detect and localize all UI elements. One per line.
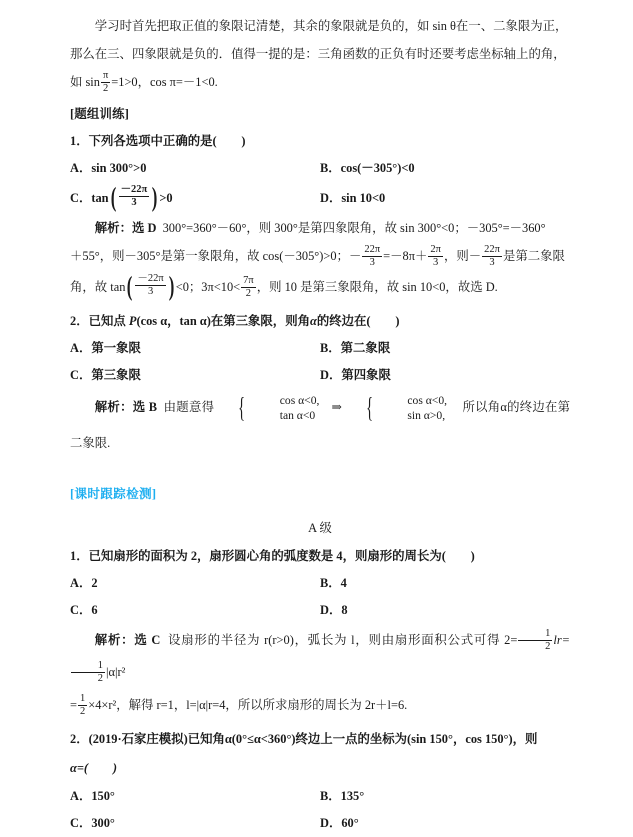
solution-choice: 选 C [134,633,161,647]
level-a-question-2-answer-blank: α=( ) [70,761,117,775]
solution-text-part-2-mid2: ，则－ [443,249,482,263]
question-2-stem-mid: (cos α，tan α)在第三象限，则角 [136,314,310,328]
fraction-22pi-over-3-a [362,244,382,268]
fraction-denominator: 2 [80,705,86,717]
solution-text-part-2: ×4×r²，解得 r=1，l=|α|r=4，所以所求扇形的周长为 2r＋l=6. [88,698,408,712]
option-b[interactable]: B．4 [320,576,347,590]
fraction-numerator: －22π [137,273,164,285]
solution-text-part-3-end: ，则 10 是第三象限角，故 sin 10<0，故选 D. [256,280,498,294]
question-1-text: 下列各选项中正确的是( ) [88,134,246,148]
level-a-question-2-number: 2． [70,732,89,746]
fraction-numerator: 2π [430,244,441,256]
solution-text-part-2-mid: =－8π＋ [383,249,428,263]
fraction-neg-22pi-over-3 [119,184,150,208]
option-b[interactable]: B．cos(－305°)<0 [320,161,415,175]
question-2-options-row-1 [70,335,570,362]
left-brace-icon: { [365,391,373,424]
solution-text-part-3-mid: <0；3π<10< [175,280,241,294]
fraction-numerator: 1 [80,693,86,705]
fraction-denominator: 3 [369,256,375,268]
level-a-question-1-options-row-1 [70,570,570,597]
solution-text-alpha-r-squared: |α|r² [106,665,126,679]
fraction-denominator: 3 [489,256,495,268]
option-c-prefix: C．tan [70,191,109,205]
question-1-options-row-2 [70,182,570,214]
big-parenthesis-group-solution [125,271,175,302]
fraction-numerator: 22π [484,244,500,256]
fraction-numerator: 1 [518,628,552,640]
question-2-alpha: α [309,314,317,328]
level-a-question-2-stem-line-2 [70,753,570,783]
level-a-question-1-solution-line-1 [70,624,570,688]
fraction-one-half-a [518,628,552,652]
intro-paragraph [70,12,570,96]
tracking-section-tag: [课时跟踪检测] [70,487,157,501]
level-a-question-1-stem [70,543,570,570]
fraction-numerator: 7π [243,275,254,287]
exercise-group-heading [70,101,570,128]
exercise-group-section [70,101,570,461]
solution-text-part-2-end: 是第二象限 [502,249,565,263]
option-c-suffix: >0 [159,191,173,205]
fraction-denominator: 3 [131,196,137,208]
fraction-numerator: －22π [120,184,148,196]
solution-label: 解析： [94,633,135,647]
fraction-denominator: 3 [433,256,439,268]
option-b[interactable]: B．135° [320,789,365,803]
level-a-question-2-source: (2019·石家庄模拟) [88,732,188,746]
level-a-question-2-options-row-1 [70,783,570,810]
system-row-2: sin α>0, [407,409,446,423]
question-1-solution-line-1 [70,214,570,242]
solution-tail-text: 所以角α的终边在第二象限. [70,400,571,450]
question-2-stem [70,308,570,335]
solution-text-part-2-pre: = [70,698,77,712]
fraction-neg-22pi-over-3-solution [135,273,165,297]
implies-arrow-icon: ⇒ [331,400,342,414]
question-2-point-label: P [128,314,137,328]
option-a[interactable]: A．150° [70,789,115,803]
solution-text-part-3-pre: 角，故 tan [70,280,126,294]
level-a-question-2-stem [70,726,570,753]
question-2-options-row-2 [70,362,570,389]
solution-lead-text: 由题意得 [163,400,215,414]
solution-choice: 选 D [131,221,157,235]
right-paren-icon: ) [168,271,175,302]
option-b[interactable]: B．第二象限 [320,341,391,355]
question-1-stem [70,128,570,155]
system-of-inequalities-2 [344,393,447,424]
solution-text-part-2-pre: ＋55°，则－305°是第一象限角，故 cos(－305°)>0；－ [70,249,362,263]
option-d[interactable]: D．8 [320,603,348,617]
fraction-22pi-over-3-b [482,244,502,268]
option-d[interactable]: D．sin 10<0 [320,191,386,205]
fraction-denominator: 2 [97,672,104,684]
level-a-question-1-number: 1． [70,549,89,563]
solution-text-lr: lr= [553,633,571,647]
level-a-question-1-text: 已知扇形的面积为 2，扇形圆心角的弧度数是 4，则扇形的周长为( ) [88,549,475,563]
fraction-denominator: 2 [545,640,551,652]
option-d[interactable]: D．第四象限 [320,368,391,382]
fraction-numerator: 1 [71,660,105,672]
option-c[interactable]: C．6 [70,603,98,617]
left-brace-icon: { [238,391,246,424]
right-paren-icon: ) [152,182,158,213]
fraction-7pi-over-2 [241,275,256,299]
intro-line-3-suffix: =1>0，cos π=－1<0. [111,75,218,89]
system-row-2: tan α<0 [279,409,316,423]
fraction-denominator: 3 [147,285,154,297]
system-of-inequalities-1 [216,393,319,424]
intro-line-1: 学习时首先把取正值的象限记清楚，其余的象限就是负的，如 sin θ在一、二象限为正， [94,19,568,33]
system-rows [383,393,447,424]
fraction-numerator: 22π [364,244,381,256]
fraction-one-half-c [78,693,87,717]
intro-line-2: 那么在三、四象限就是负的．值得一提的是：三角函数的正负有时还要考虑坐标轴上的角， [70,47,566,61]
fraction-numerator: π [102,70,109,82]
system-row-1: cos α<0, [279,393,320,407]
intro-line-3 [70,68,570,96]
level-a-question-2-options-row-2 [70,810,570,837]
option-a[interactable]: A．2 [70,576,98,590]
option-c[interactable]: C．第三象限 [70,368,141,382]
tracking-section-header [70,483,570,505]
option-a[interactable]: A．第一象限 [70,341,141,355]
solution-label: 解析： [94,400,133,414]
system-rows [255,393,319,424]
big-parenthesis-group [109,182,160,213]
option-d[interactable]: D．60° [320,816,359,830]
system-row-1: cos α<0, [407,393,448,407]
option-c[interactable] [70,182,320,214]
level-a-heading: A 级 [308,521,332,535]
fraction-denominator: 2 [245,287,252,299]
fraction-denominator: 2 [102,82,109,94]
solution-choice: 选 B [132,400,157,414]
question-2-number: 2． [70,314,89,328]
level-a-question-2-text: 已知角α(0°≤α<360°)终边上一点的坐标为(sin 150°，cos 150°)，则 [187,732,538,746]
level-a-question-1-solution-line-2 [70,688,570,722]
fraction-one-half-b [71,660,105,684]
intro-line-3-prefix: 如 sin [70,75,100,89]
exercise-group-heading-text: [题组训练] [70,107,130,121]
question-1-solution-line-2 [70,242,570,270]
inline-fraction-pi-over-2 [101,70,110,94]
level-a-question-1-options-row-2 [70,597,570,624]
left-paren-icon: ( [110,182,116,213]
question-1-solution-line-3 [70,270,570,304]
left-paren-icon: ( [127,271,133,302]
solution-text-part-1: 300°=360°－60°，则 300°是第四象限角，故 sin 300°<0；－305°=－360° [162,221,546,235]
question-1-options-row-1 [70,155,570,182]
option-a[interactable]: A．sin 300°>0 [70,161,147,175]
fraction-2pi-over-3 [428,244,443,268]
question-2-stem-end: 的终边在( ) [316,314,400,328]
solution-label: 解析： [94,221,132,235]
question-1-number: 1． [70,134,89,148]
question-2-stem-pre: 已知点 [88,314,129,328]
question-2-solution [70,389,570,461]
option-c[interactable]: C．300° [70,816,115,830]
solution-text-part-1: 设扇形的半径为 r(r>0)，弧长为 l，则由扇形面积公式可得 2= [168,633,518,647]
